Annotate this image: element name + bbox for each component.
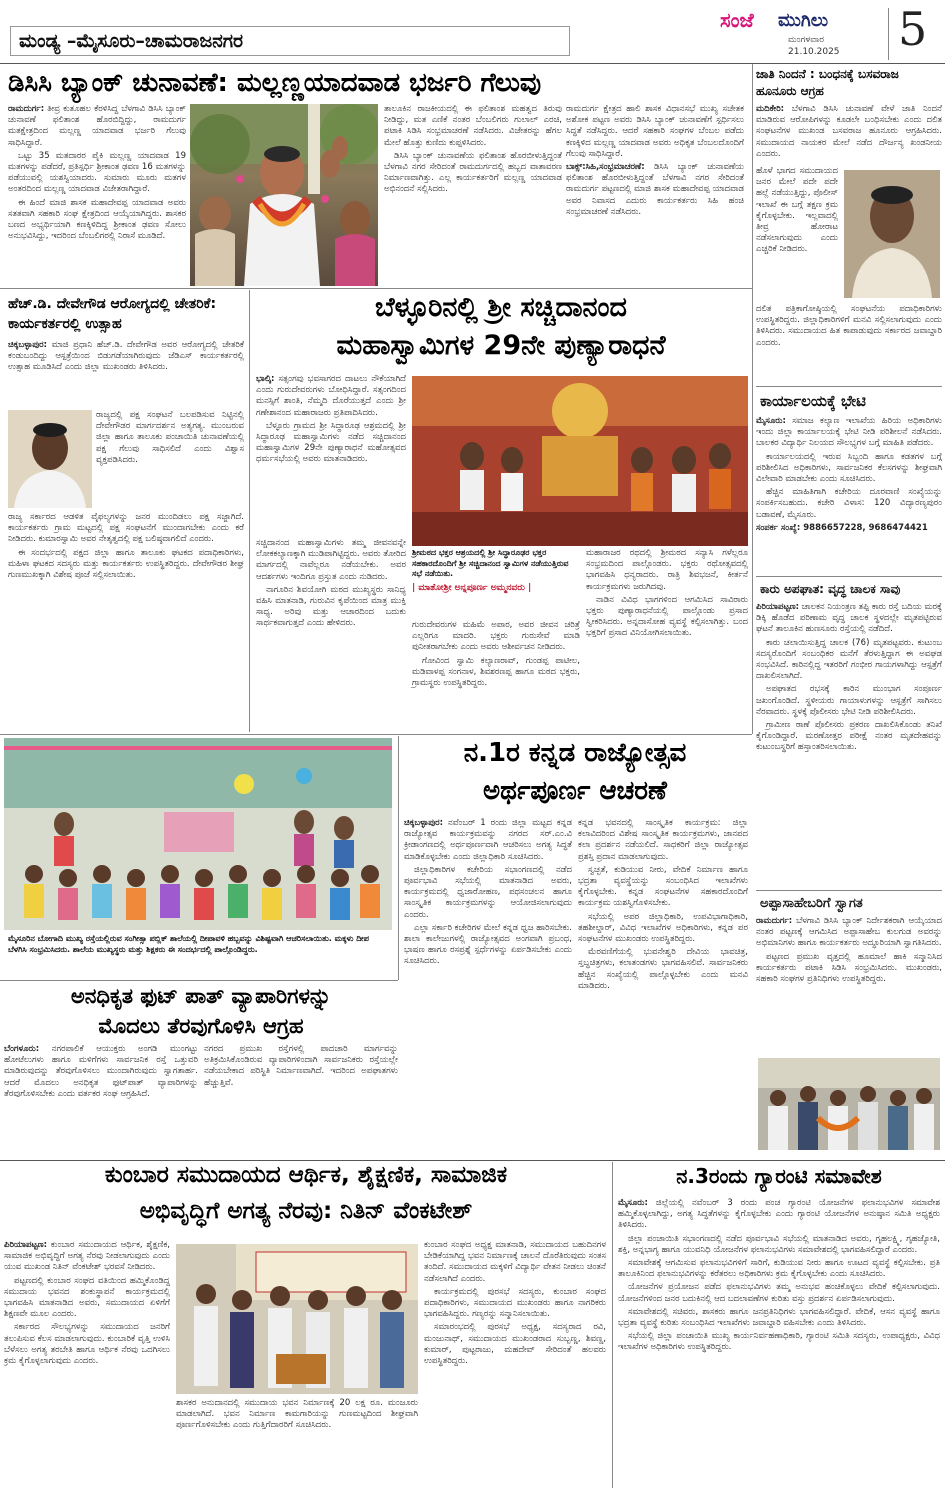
story-devegowda-p4: ಈ ಸಂದರ್ಭದಲ್ಲಿ ಪಕ್ಷದ ಜಿಲ್ಲಾ ಹಾಗೂ ತಾಲೂಕು ಘಟಕದ ಪದಾಧಿಕಾರಿಗಳು, ಮಹಿಳಾ ಘಟಕದ ಸದಸ್ಯರು ಮತ್ತು ಕಾರ್ಯಕರ್ತರು ಉಪಸ್ಥಿತರಿದ್ದರು. ದೇವೇಗೌಡರ ಶೀಘ್ರ ಗುಣಮುಖಕ್ಕಾಗಿ ವಿಶೇಷ ಪೂಜೆ ಸಲ್ಲಿಸಲಾಯಿತು. (8, 547, 244, 581)
story-dcc-col2 (384, 104, 562, 196)
dateline: ರಾಮದುರ್ಗ: (8, 104, 45, 114)
rule-below-dcc (0, 288, 752, 289)
story-kumbara-headline2: ಅಭಿವೃದ್ಧಿಗೆ ಅಗತ್ಯ ನೆರವು: ನಿತಿನ್ ವೆಂಕಟೇಶ್ (139, 1198, 473, 1224)
story-kumbara-p4: ಶಾಸಕರ ಅನುದಾನದಲ್ಲಿ ಸಮುದಾಯ ಭವನ ನಿರ್ಮಾಣಕ್ಕೆ 20 ಲಕ್ಷ ರೂ. ಮಂಜೂರು ಮಾಡಲಾಗಿದೆ. ಭವನ ನಿರ್ಮಾಣ ಕಾಮಗಾರಿಯನ್ನು ಗುಣಮಟ್ಟದಿಂದ ಶೀಘ್ರವಾಗಿ ಪೂರ್ಣಗೊಳಿಸಬೇಕು ಎಂದು ಗುತ್ತಿಗೆದಾರರಿಗೆ ಸೂಚಿಸಿದರು. (176, 1398, 418, 1431)
story-guarantee-convention (616, 1162, 942, 1488)
dateline: ಪಿರಿಯಾಪಟ್ಟಣ: (4, 1240, 48, 1250)
story-caste-p1: ಬೆಳಗಾವಿ ಡಿಸಿಸಿ ಚುನಾವಣೆ ವೇಳೆ ಜಾತಿ ನಿಂದನೆ ಮಾಡಿರುವ ಆರೋಪಿಗಳನ್ನು ಕೂಡಲೇ ಬಂಧಿಸಬೇಕು ಎಂದು ದಲಿತ ಸಂಘಟನೆಗಳ ಮುಖಂಡ ಬಸವರಾಜ ಹೂನೂರು ಆಗ್ರಹಿಸಿದರು. ಸಮುದಾಯದ ನಾಯಕರ ಮೇಲೆ ನಡೆದ ದೌರ್ಜನ್ಯ ಖಂಡನೀಯ ಎಂದರು. (756, 104, 942, 159)
story-kumbara-p1: ಕುಂಬಾರ ಸಮುದಾಯದ ಆರ್ಥಿಕ, ಶೈಕ್ಷಣಿಕ, ಸಾಮಾಜಿಕ ಅಭಿವೃದ್ಧಿಗೆ ಅಗತ್ಯ ನೆರವು ನೀಡಲಾಗುವುದು ಎಂದು ಯುವ ಮುಖಂಡ ನಿತಿನ್ ವೆಂಕಟೇಶ್ ಭರವಸೆ ನೀಡಿದರು. (4, 1240, 171, 1273)
story-footpath-p1: ನಗರಪಾಲಿಕೆ ಆಯುಕ್ತರು ಅಂಗಡಿ ಮುಂಗಟ್ಟು ಹೋಟೆಲುಗಳು ಹಾಗೂ ಮಳಿಗೆಗಳು ಸಾರ್ವಜನಿಕ ರಸ್ತೆ ಒತ್ತುವರಿ ಮಾಡಿರುವುದನ್ನು ತೆರವುಗೊಳಿಸಲು ಮುಂದಾಗಿರುವುದು ಸ್ವಾಗತಾರ್ಹ. ಆದರೆ ಮೊದಲು ಅನಧಿಕೃತ ಫುಟ್‌ಪಾತ್ ವ್ಯಾಪಾರಿಗಳನ್ನು ತೆರವುಗೊಳಿಸಬೇಕು ಎಂದು ವರ್ತಕರ ಸಂಘ ಆಗ್ರಹಿಸಿದೆ. (4, 1044, 198, 1099)
rule-top (756, 576, 942, 577)
story-punyaradhane-col4 (586, 548, 748, 640)
story-caste-text1 (756, 104, 942, 160)
brand-name-part2: ಮುಗಿಲು (778, 10, 829, 31)
story-footpath-vendors (4, 982, 398, 1152)
story-caste-text3 (756, 304, 942, 349)
rule-above-footpath (0, 980, 398, 981)
story-devegowda (0, 290, 246, 730)
story-punyaradhane-col1 (256, 374, 406, 466)
story-punyaradhane-p5: ಗುರುದೇವರುಗಳ ಮಹಿಮೆ ಅಪಾರ, ಅವರ ಜೀವನ ಚರಿತ್ರೆ ಎಲ್ಲರಿಗೂ ಮಾದರಿ. ಭಕ್ತರು ಗುರುಸೇವೆ ಮಾಡಿ ಪುನೀತರಾಗಬೇಕು ಎಂದು ಅವರು ಆಶೀರ್ವಚನ ನೀಡಿದರು. (412, 620, 580, 653)
story-appasaheb-title: ಅಪ್ಪಾಸಾಹೇಬರಿಗೆ ಸ್ವಾಗತ (760, 896, 863, 911)
story-caste-text2 (756, 166, 838, 256)
story-footpath-headline2: ಮೊದಲು ತೆರವುಗೊಳಿಸಿ ಆಗ್ರಹ (98, 1014, 304, 1038)
dateline: ರಾಮದುರ್ಗ: (756, 916, 793, 926)
story-dcc-p4: ತಾಲೂಕಿನ ರಾಜಕೀಯದಲ್ಲಿ ಈ ಫಲಿತಾಂಶ ಮಹತ್ವದ ತಿರುವು ನೀಡಿದ್ದು, ಮತ ಎಣಿಕೆ ನಂತರ ಬೆಂಬಲಿಗರು ಗುಲಾಲ್ ಎರಚಿ, ಪಟಾಕಿ ಸಿಡಿಸಿ ಸಂಭ್ರಮಾಚರಣೆ ನಡೆಸಿದರು. ವಿಜೇತರನ್ನು ಹೆಗಲ ಮೇಲೆ ಹೊತ್ತು ಕುಣಿದು ಕುಪ್ಪಳಿಸಿದರು. (384, 104, 562, 148)
story-kumbara-p2: ಪಟ್ಟಣದಲ್ಲಿ ಕುಂಬಾರ ಸಂಘದ ವತಿಯಿಂದ ಹಮ್ಮಿಕೊಂಡಿದ್ದ ಸಮುದಾಯ ಭವನದ ಶಂಕುಸ್ಥಾಪನೆ ಕಾರ್ಯಕ್ರಮದಲ್ಲಿ ಭಾಗವಹಿಸಿ ಮಾತನಾಡಿದ ಅವರು, ಸಮುದಾಯದ ಏಳಿಗೆಗೆ ಶಿಕ್ಷಣವೇ ಮೂಲ ಎಂದರು. (4, 1275, 170, 1320)
rule-above-kumbara (0, 1160, 945, 1161)
story-guarantee-text (618, 1198, 940, 1354)
story-punyaradhane-headline2: ಮಹಾಸ್ವಾಮಿಗಳ 29ನೇ ಪುಣ್ಯಾರಾಧನೆ (336, 330, 666, 361)
story-office-text (756, 416, 942, 534)
story-kumbara-community (4, 1162, 608, 1488)
story-caste-p2: ಹೊಳೆ ಭಾಗದ ಸಮುದಾಯದ ಜನರ ಮೇಲೆ ಪದೇ ಪದೇ ಹಲ್ಲೆ ನಡೆಯುತ್ತಿದ್ದು, ಪೊಲೀಸ್ ಇಲಾಖೆ ಈ ಬಗ್ಗೆ ತಕ್ಷಣ ಕ್ರಮ ಕೈಗೊಳ್ಳಬೇಕು. ಇಲ್ಲವಾದಲ್ಲಿ ತೀವ್ರ ಹೋರಾಟ ನಡೆಸಲಾಗುವುದು ಎಂದು ಎಚ್ಚರಿಕೆ ನೀಡಿದರು. (756, 166, 838, 255)
story-office-p1: ಸಮಾಜ ಕಲ್ಯಾಣ ಇಲಾಖೆಯ ಹಿರಿಯ ಅಧಿಕಾರಿಗಳು ಇಂದು ಜಿಲ್ಲಾ ಕಾರ್ಯಾಲಯಕ್ಕೆ ಭೇಟಿ ನೀಡಿ ಪರಿಶೀಲನೆ ನಡೆಸಿದರು. ಬಾಲಕರ ವಿದ್ಯಾರ್ಥಿ ನಿಲಯದ ಸೌಲಭ್ಯಗಳ ಬಗ್ಗೆ ಮಾಹಿತಿ ಪಡೆದರು. (756, 416, 942, 449)
story-devegowda-p3: ರಾಜ್ಯ ಸರ್ಕಾರದ ಆಡಳಿತ ವೈಫಲ್ಯಗಳನ್ನು ಜನರ ಮುಂದಿಡಲು ಪಕ್ಷ ಸಜ್ಜಾಗಿದೆ. ಕಾರ್ಯಕರ್ತರು ಗ್ರಾಮ ಮಟ್ಟದಲ್ಲಿ ಪಕ್ಷ ಸಂಘಟನೆಗೆ ಮುಂದಾಗಬೇಕು ಎಂದು ಕರೆ ನೀಡಿದರು. ಕುಮಾರಸ್ವಾಮಿ ಅವರ ನೇತೃತ್ವದಲ್ಲಿ ಪಕ್ಷ ಬಲಿಷ್ಠವಾಗಲಿದೆ ಎಂದರು. (8, 512, 244, 545)
story-dcc-subhead: ಬಾಕ್ಸ್:ಸಿಹಿ,ಸಂಭ್ರಮಾಚರಣೆ: (566, 162, 645, 173)
story-rajyotsava-p2: ಜಿಲ್ಲಾಧಿಕಾರಿಗಳ ಕಚೇರಿಯ ಸಭಾಂಗಣದಲ್ಲಿ ನಡೆದ ಪೂರ್ವಭಾವಿ ಸಭೆಯಲ್ಲಿ ಮಾತನಾಡಿದ ಅವರು, ಕಾರ್ಯಕ್ರಮದಲ್ಲಿ ಧ್ವಜಾರೋಹಣ, ಪಥಸಂಚಲನ ಹಾಗೂ ಸಾಂಸ್ಕೃತಿಕ ಕಾರ್ಯಕ್ರಮಗಳನ್ನು ಆಯೋಜಿಸಲಾಗುವುದು ಎಂದರು. (404, 864, 572, 920)
story-rajyotsava-p7: ಮೆರವಣಿಗೆಯಲ್ಲಿ ಭುವನೇಶ್ವರಿ ದೇವಿಯ ಭಾವಚಿತ್ರ, ಸ್ತಬ್ಧಚಿತ್ರಗಳು, ಕಲಾತಂಡಗಳು ಭಾಗವಹಿಸಲಿವೆ. ಸಾರ್ವಜನಿಕರು ಹೆಚ್ಚಿನ ಸಂಖ್ಯೆಯಲ್ಲಿ ಪಾಲ್ಗೊಳ್ಳಬೇಕು ಎಂದು ಮನವಿ ಮಾಡಿದರು. (578, 947, 748, 991)
story-caste-title: ಜಾತಿ ನಿಂದನೆ : ಬಂಧನಕ್ಕೆ ಬಸವರಾಜ ಹೂನೂರು ಆಗ್ರಹ (756, 67, 899, 98)
rule-before-guarantee (612, 1162, 613, 1488)
story-accident-p3: ಅಪಘಾತದ ರಭಸಕ್ಕೆ ಕಾರಿನ ಮುಂಭಾಗ ಸಂಪೂರ್ಣ ಜಖಂಗೊಂಡಿದೆ. ಸ್ಥಳೀಯರು ಗಾಯಾಳುಗಳನ್ನು ಆಸ್ಪತ್ರೆಗೆ ಸಾಗಿಸಲು ನೆರವಾದರು. ಸ್ಥಳಕ್ಕೆ ಪೊಲೀಸರು ಭೇಟಿ ನೀಡಿ ಪರಿಶೀಲಿಸಿದರು. (756, 684, 942, 717)
story-footpath-col2 (204, 1044, 398, 1089)
story-kumbara-p7: ಸಮಾರಂಭದಲ್ಲಿ ಪುರಸಭೆ ಅಧ್ಯಕ್ಷ, ಸದಸ್ಯರಾದ ರವಿ, ಮಂಜುನಾಥ್, ಸಮುದಾಯದ ಮುಖಂಡರಾದ ಸುಬ್ಬಣ್ಣ, ಶಿವಣ್ಣ, ಕುಮಾರ್, ಪುಟ್ಟರಾಜು, ಮಹದೇವ್ ಸೇರಿದಂತೆ ಹಲವರು ಉಪಸ್ಥಿತರಿದ್ದರು. (424, 1322, 606, 1367)
story-rajyotsava-headline2: ಅರ್ಥಪೂರ್ಣ ಆಚರಣೆ (483, 776, 667, 806)
school-children-photo (4, 738, 392, 930)
dcc-celebration-photo (190, 104, 378, 286)
story-punyaradhane-p3: ಸಚ್ಚಿದಾನಂದ ಮಹಾಸ್ವಾಮಿಗಳು ತಮ್ಮ ಜೀವನವನ್ನೇ ಲೋಕಕಲ್ಯಾಣಕ್ಕಾಗಿ ಮುಡಿಪಾಗಿಟ್ಟಿದ್ದರು. ಅವರು ತೋರಿದ ಮಾರ್ಗದಲ್ಲಿ ನಾವೆಲ್ಲರೂ ನಡೆಯಬೇಕು. ಅವರ ಆದರ್ಶಗಳು ಇಂದಿಗೂ ಪ್ರಸ್ತುತ ಎಂದು ನುಡಿದರು. (256, 538, 406, 582)
story-dcc-col3 (566, 104, 744, 218)
page-number: 5 (898, 2, 928, 56)
story-rajyotsava-p5: ಸ್ವಚ್ಛತೆ, ಕುಡಿಯುವ ನೀರು, ವೇದಿಕೆ ನಿರ್ಮಾಣ ಹಾಗೂ ಭದ್ರತಾ ವ್ಯವಸ್ಥೆಯನ್ನು ಸಂಬಂಧಿಸಿದ ಇಲಾಖೆಗಳು ಕೈಗೊಳ್ಳಬೇಕು. ಕನ್ನಡ ಸಂಘಟನೆಗಳ ಸಹಕಾರದೊಂದಿಗೆ ಕಾರ್ಯಕ್ರಮ ಯಶಸ್ವಿಗೊಳಿಸಬೇಕು. (578, 864, 748, 909)
story-guarantee-title: ನ.3ರಂದು ಗ್ಯಾರಂಟಿ ಸಮಾವೇಶ (676, 1164, 882, 1188)
story-punyaradhane-col3 (412, 620, 580, 689)
story-punyaradhane-p6: ಗೋವಿಂದ ಸ್ವಾಮಿ ಕಲ್ಯಾಣರಾವ್, ಗುಂಡಪ್ಪ ಪಾಟೀಲ, ಮಡಿವಾಳಪ್ಪ ಸಂಗನಾಳ, ಶಿವಶರಣಪ್ಪ ಹಾಗೂ ಮಠದ ಭಕ್ತರು, ಗ್ರಾಮಸ್ಥರು ಉಪಸ್ಥಿತರಿದ್ದರು. (412, 655, 580, 689)
story-punyaradhane (252, 290, 750, 730)
story-footpath-headline1: ಅನಧಿಕೃತ ಫುಟ್ ಪಾತ್ ವ್ಯಾಪಾರಿಗಳನ್ನು (70, 984, 332, 1008)
story-guarantee-p4: ಯೋಜನೆಗಳ ಪ್ರಯೋಜನ ಪಡೆದ ಫಲಾನುಭವಿಗಳು ತಮ್ಮ ಅನುಭವ ಹಂಚಿಕೊಳ್ಳಲು ವೇದಿಕೆ ಕಲ್ಪಿಸಲಾಗುವುದು. ಯೋಜನೆಗಳಿಂದ ಜನರ ಬದುಕಿನಲ್ಲಿ ಆದ ಬದಲಾವಣೆಗಳ ಕುರಿತು ವಸ್ತು ಪ್ರದರ್ಶನ ಏರ್ಪಡಿಸಲಾಗುವುದು. (618, 1282, 940, 1304)
story-office-p2: ಕಾರ್ಯಾಲಯದಲ್ಲಿ ಇರುವ ಸಿಬ್ಬಂದಿ ಹಾಗೂ ಕಡತಗಳ ಬಗ್ಗೆ ಪರಿಶೀಲಿಸಿದ ಅಧಿಕಾರಿಗಳು, ಸಾರ್ವಜನಿಕರ ಕೆಲಸಗಳನ್ನು ಶೀಘ್ರವಾಗಿ ವಿಲೇವಾರಿ ಮಾಡಬೇಕು ಎಂದು ಸೂಚಿಸಿದರು. (756, 451, 942, 485)
story-kumbara-col1 (4, 1240, 170, 1367)
dateline: ಮದಿಕೇರಿ: (756, 104, 785, 114)
story-devegowda-text1 (8, 340, 244, 374)
brand-name-part1: ಸಂಜೆ (720, 8, 754, 32)
event-graphic (176, 1244, 418, 1394)
dateline: ಬೆಂಗಳೂರು: (4, 1044, 40, 1054)
story-school-deepavali (4, 738, 394, 974)
jds-leader-portrait (8, 410, 92, 508)
story-dcc-p1: ತೀವ್ರ ಕುತೂಹಲ ಕೆರಳಿಸಿದ್ದ ಬೆಳಗಾವಿ ಡಿಸಿಸಿ ಬ್ಯಾಂಕ್ ಚುನಾವಣೆ ಫಲಿತಾಂಶ ಹೊರಬಿದ್ದಿದ್ದು, ರಾಮದುರ್ಗ ಮತಕ್ಷೇತ್ರದಿಂದ ಮಲ್ಲಣ್ಣ ಯಾದವಾಡ ಭರ್ಜರಿ ಗೆಲುವು ಸಾಧಿಸಿದ್ದಾರೆ. (8, 104, 186, 148)
section-label: ಮಂಡ್ಯ –ಮೈಸೂರು–ಚಾಮರಾಜನಗರ (19, 30, 244, 52)
story-punyaradhane-col2 (256, 538, 406, 630)
story-rajyotsava-col2 (578, 818, 748, 992)
story-punyaradhane-headline1: ಬೆಳ್ಳೂರಿನಲ್ಲಿ ಶ್ರೀ ಸಚ್ಚಿದಾನಂದ (375, 292, 627, 323)
story-devegowda-title: ಹೆಚ್.ಡಿ. ದೇವೇಗೌಡ ಆರೋಗ್ಯದಲ್ಲಿ ಚೇತರಿಕೆ: ಕಾರ್ಯಕರ್ತರಲ್ಲಿ ಉತ್ಸಾಹ (8, 296, 217, 332)
right-column-divider (752, 64, 753, 734)
crowd-graphic (190, 104, 378, 286)
story-appasaheb-p2: ಪಟ್ಟಣದ ಪ್ರಮುಖ ವೃತ್ತದಲ್ಲಿ ಹೂಮಾಲೆ ಹಾಕಿ ಸನ್ಮಾನಿಸಿದ ಕಾರ್ಯಕರ್ತರು ಪಟಾಕಿ ಸಿಡಿಸಿ ಸಂಭ್ರಮಿಸಿದರು. ಮುಖಂಡರು, ಸಹಕಾರಿ ಸಂಘಗಳ ಪ್ರತಿನಿಧಿಗಳು ಉಪಸ್ಥಿತರಿದ್ದರು. (756, 951, 942, 985)
rule-top (756, 386, 942, 387)
portrait-graphic (844, 170, 940, 298)
story-devegowda-p2: ರಾಜ್ಯದಲ್ಲಿ ಪಕ್ಷ ಸಂಘಟನೆ ಬಲಪಡಿಸುವ ನಿಟ್ಟಿನಲ್ಲಿ ದೇವೇಗೌಡರ ಮಾರ್ಗದರ್ಶನ ಅತ್ಯಗತ್ಯ. ಮುಂಬರುವ ಜಿಲ್ಲಾ ಹಾಗೂ ತಾಲೂಕು ಪಂಚಾಯಿತಿ ಚುನಾವಣೆಯಲ್ಲಿ ಪಕ್ಷ ಗೆಲುವು ಸಾಧಿಸಲಿದೆ ಎಂದು ವಿಶ್ವಾಸ ವ್ಯಕ್ತಪಡಿಸಿದರು. (96, 410, 244, 465)
dateline: ಚಿಕ್ಕಬಳ್ಳಾಪುರ: (404, 818, 444, 828)
story-accident-title: ಕಾರು ಅಪಘಾತ: ವೃದ್ಧ ಚಾಲಕ ಸಾವು (760, 582, 901, 596)
story-rajyotsava-col1 (404, 818, 572, 968)
story-caste-abuse (756, 66, 942, 386)
masthead (0, 0, 945, 64)
story-dcc-p2: ಒಟ್ಟು 35 ಮತದಾರರ ಪೈಕಿ ಮಲ್ಲಣ್ಣ ಯಾದವಾಡ 19 ಮತಗಳನ್ನು ಪಡೆದರೆ, ಪ್ರತಿಸ್ಪರ್ಧಿ ಶ್ರೀಕಾಂತ ಢವಣ 16 ಮತಗಳನ್ನು ಪಡೆಯುವಲ್ಲಿ ಯಶಸ್ವಿಯಾದರು. ಸುಮಾರು ಮೂರು ಮತಗಳ ಅಂತರದಿಂದ ಮಲ್ಲಣ್ಣ ಯಾದವಾಡ ವಿಜೇತರಾಗಿದ್ದಾರೆ. (8, 150, 186, 195)
story-dcc-p3: ಈ ಹಿಂದೆ ಮಾಜಿ ಶಾಸಕ ಮಹಾದೇವಪ್ಪ ಯಾದವಾಡ ಅವರು ಸತತವಾಗಿ ಸಹಕಾರಿ ಸಂಘ ಕ್ಷೇತ್ರದಿಂದ ಆಯ್ಕೆಯಾಗಿದ್ದರು. ಶಾಸಕರ ಬಣದ ಅಭ್ಯರ್ಥಿಯಾಗಿ ಕಣಕ್ಕಿಳಿದಿದ್ದ ಶ್ರೀಕಾಂತ ಢವಣ ಸೋಲು ಅನುಭವಿಸಿದ್ದು, ಇದರಿಂದ ಬೆಂಬಲಿಗರಲ್ಲಿ ನಿರಾಸೆ ಮೂಡಿದೆ. (8, 197, 186, 242)
masthead-divider (888, 8, 889, 60)
story-dcc-p5: ಡಿಸಿಸಿ ಬ್ಯಾಂಕ್ ಚುನಾವಣೆಯ ಫಲಿತಾಂಶ ಹೊರಬೀಳುತ್ತಿದ್ದಂತೆ ಬೆಳಗಾವಿ ನಗರ ಸೇರಿದಂತೆ ರಾಮದುರ್ಗದಲ್ಲಿ ಹಬ್ಬದ ವಾತಾವರಣ ನಿರ್ಮಾಣವಾಗಿತ್ತು. ಎಲ್ಲ ಕಾರ್ಯಕರ್ತರಿಗೆ ಮಲ್ಲಣ್ಣ ಯಾದವಾಡ ಅಭಿನಂದನೆ ಸಲ್ಲಿಸಿದರು. (384, 150, 562, 195)
story-kumbara-headline1: ಕುಂಬಾರ ಸಮುದಾಯದ ಆರ್ಥಿಕ, ಶೈಕ್ಷಣಿಕ, ಸಾಮಾಜಿಕ (104, 1162, 508, 1188)
story-punyaradhane-p2: ಬೆಳ್ಳೂರು ಗ್ರಾಮದ ಶ್ರೀ ಸಿದ್ಧಾರೂಢ ಆಶ್ರಮದಲ್ಲಿ ಶ್ರೀ ಸಿದ್ಧಾರೂಢ ಮಹಾಸ್ವಾಮಿಗಳು ನಡೆದ ಸಚ್ಚಿದಾನಂದ ಮಹಾಸ್ವಾಮಿಗಳ 29ನೇ ಪುಣ್ಯಾರಾಧನೆ ಮಹೋತ್ಸವದ ಧರ್ಮಸಭೆಯಲ್ಲಿ ಅವರು ಮಾತನಾಡಿದರು. (256, 420, 406, 465)
story-accident-text (756, 602, 942, 754)
story-guarantee-p2: ಜಿಲ್ಲಾ ಪಂಚಾಯಿತಿ ಸಭಾಂಗಣದಲ್ಲಿ ನಡೆದ ಪೂರ್ವಭಾವಿ ಸಭೆಯಲ್ಲಿ ಮಾತನಾಡಿದ ಅವರು, ಗೃಹಲಕ್ಷ್ಮಿ, ಗೃಹಜ್ಯೋತಿ, ಶಕ್ತಿ, ಅನ್ನಭಾಗ್ಯ ಹಾಗೂ ಯುವನಿಧಿ ಯೋಜನೆಗಳ ಫಲಾನುಭವಿಗಳು ಸಮಾವೇಶದಲ್ಲಿ ಭಾಗವಹಿಸಲಿದ್ದಾರೆ ಎಂದರು. (618, 1233, 940, 1255)
story-guarantee-p1: ಜಿಲ್ಲೆಯಲ್ಲಿ ನವೆಂಬರ್ 3 ರಂದು ಪಂಚ ಗ್ಯಾರಂಟಿ ಯೋಜನೆಗಳ ಫಲಾನುಭವಿಗಳ ಸಮಾವೇಶ ಹಮ್ಮಿಕೊಳ್ಳಲಾಗಿದ್ದು, ಅಗತ್ಯ ಸಿದ್ಧತೆಗಳನ್ನು ಕೈಗೊಳ್ಳಬೇಕು ಎಂದು ಗ್ಯಾರಂಟಿ ಯೋಜನೆಗಳ ಅನುಷ್ಠಾನ ಸಮಿತಿ ಅಧ್ಯಕ್ಷರು ತಿಳಿಸಿದರು. (618, 1198, 941, 1231)
rule-after-school (398, 736, 399, 980)
brand-logo-icon (720, 8, 754, 32)
issue-day: ಮಂಗಳವಾರ (788, 35, 825, 45)
story-kumbara-p5: ಕುಂಬಾರ ಸಂಘದ ಅಧ್ಯಕ್ಷ ಮಾತನಾಡಿ, ಸಮುದಾಯದ ಬಹುದಿನಗಳ ಬೇಡಿಕೆಯಾಗಿದ್ದ ಭವನ ನಿರ್ಮಾಣಕ್ಕೆ ಚಾಲನೆ ದೊರೆತಿರುವುದು ಸಂತಸ ತಂದಿದೆ. ಸಮುದಾಯದ ಮಕ್ಕಳಿಗೆ ವಿದ್ಯಾರ್ಥಿ ವೇತನ ನೀಡಲು ಚಿಂತನೆ ನಡೆಸಲಾಗಿದೆ ಎಂದರು. (424, 1240, 606, 1284)
welcome-graphic (758, 1058, 940, 1150)
story-footpath-col1 (4, 1044, 198, 1100)
story-office-title: ಕಾರ್ಯಾಲಯಕ್ಕೆ ಭೇಟಿ (760, 392, 866, 410)
story-appasaheb-text (756, 916, 942, 985)
children-graphic (4, 738, 392, 930)
story-rajyotsava-headline1: ನ.1ರ ಕನ್ನಡ ರಾಜ್ಯೋತ್ಸವ (463, 738, 687, 768)
banner-annapoorna: | ಮಾತೋಶ್ರೀ ಅನ್ನಪೂರ್ಣ ಅಮ್ಮನವರು | (412, 582, 532, 593)
dateline: ಭಾಲ್ಕಿ: (256, 374, 275, 384)
story-rajyotsava-p6: ಸಭೆಯಲ್ಲಿ ಅಪರ ಜಿಲ್ಲಾಧಿಕಾರಿ, ಉಪವಿಭಾಗಾಧಿಕಾರಿ, ತಹಶೀಲ್ದಾರ್, ವಿವಿಧ ಇಲಾಖೆಗಳ ಅಧಿಕಾರಿಗಳು, ಕನ್ನಡ ಪರ ಸಂಘಟನೆಗಳ ಮುಖಂಡರು ಉಪಸ್ಥಿತರಿದ್ದರು. (578, 911, 748, 945)
section-label-box (10, 26, 570, 56)
story-caste-p3: ದಲಿತ ಪತ್ರಿಕಾಗೋಷ್ಠಿಯಲ್ಲಿ ಸಂಘಟನೆಯ ಪದಾಧಿಕಾರಿಗಳು ಉಪಸ್ಥಿತರಿದ್ದರು. ಜಿಲ್ಲಾಧಿಕಾರಿಗಳಿಗೆ ಮನವಿ ಸಲ್ಲಿಸಲಾಗುವುದು ಎಂದು ತಿಳಿಸಿದರು. ಸಮುದಾಯದ ಹಿತ ಕಾಪಾಡುವುದು ಸರ್ಕಾರದ ಜವಾಬ್ದಾರಿ ಎಂದರು. (756, 304, 942, 348)
rule-top (756, 890, 942, 891)
story-dcc-p6: ರಾಮದುರ್ಗ ಕ್ಷೇತ್ರದ ಹಾಲಿ ಶಾಸಕ ವಿಧಾನಸಭೆ ಮುಖ್ಯ ಸಚೇತಕ ಅಶೋಕ ಪಟ್ಟಣ ಅವರು ಡಿಸಿಸಿ ಬ್ಯಾಂಕ್ ಚುನಾವಣೆಗೆ ಸ್ಪರ್ಧಿಸಲು ಸಿದ್ಧತೆ ನಡೆಸಿದ್ದರು. ಆದರೆ ಸಹಕಾರಿ ಸಂಘಗಳ ಬೆಂಬಲ ಪಡೆದು ಕಣಕ್ಕಿಳಿದ ಮಲ್ಲಣ್ಣ ಯಾದವಾಡ ಅವರು ಅಧಿಕೃತ ಬೆಂಬಲದೊಂದಿಗೆ ಗೆಲುವು ಸಾಧಿಸಿದ್ದಾರೆ. (566, 104, 744, 159)
brand-logo (720, 8, 880, 58)
story-punyaradhane-p4: ನಾಗೂರಿನ ಶಿವಯೋಗಿ ಮಠದ ಮುಖ್ಯಸ್ಥರು ಸಾನಿಧ್ಯ ವಹಿಸಿ ಮಾತನಾಡಿ, ಗುರುವಿನ ಕೃಪೆಯಿಂದ ಮಾತ್ರ ಮುಕ್ತಿ ಸಾಧ್ಯ. ಅರಿವು ಮತ್ತು ಆಚಾರದಿಂದ ಬದುಕು ಸಾರ್ಥಕವಾಗುತ್ತದೆ ಎಂದು ಹೇಳಿದರು. (256, 584, 406, 629)
story-guarantee-p6: ಸಭೆಯಲ್ಲಿ ಜಿಲ್ಲಾ ಪಂಚಾಯಿತಿ ಮುಖ್ಯ ಕಾರ್ಯನಿರ್ವಹಣಾಧಿಕಾರಿ, ಗ್ಯಾರಂಟಿ ಸಮಿತಿ ಸದಸ್ಯರು, ಉಪಾಧ್ಯಕ್ಷರು, ವಿವಿಧ ಇಲಾಖೆಗಳ ಅಧಿಕಾರಿಗಳು ಉಪಸ್ಥಿತರಿದ್ದರು. (618, 1331, 940, 1353)
story-kumbara-p3: ಸರ್ಕಾರದ ಸೌಲಭ್ಯಗಳನ್ನು ಸಮುದಾಯದ ಜನರಿಗೆ ತಲುಪಿಸುವ ಕೆಲಸ ಮಾಡಲಾಗುವುದು. ಕುಂಬಾರಿಕೆ ವೃತ್ತಿ ಉಳಿಸಿ ಬೆಳೆಸಲು ಅಗತ್ಯ ತರಬೇತಿ ಹಾಗೂ ಆರ್ಥಿಕ ನೆರವು ಒದಗಿಸಲು ಕ್ರಮ ಕೈಗೊಳ್ಳಲಾಗುವುದು ಎಂದರು. (4, 1322, 170, 1367)
dateline: ಚಿಕ್ಕಬಳ್ಳಾಪುರ: (8, 340, 48, 350)
story-punyaradhane-p1: ಸತ್ಸಂಗವು ಭವಸಾಗರದ ದಾಟಲು ನೌಕೆಯಾಗಿದೆ ಎಂದು ಗುರುದೇವರುಗಳು ಬೋಧಿಸಿದ್ದಾರೆ. ಸತ್ಸಂಗದಿಂದ ಮನಸ್ಸಿಗೆ ಶಾಂತಿ, ನೆಮ್ಮದಿ ದೊರೆಯುತ್ತದೆ ಎಂದು ಶ್ರೀ ಗಣೇಶಾನಂದ ಮಹಾರಾಜರು ಪ್ರತಿಪಾದಿಸಿದರು. (256, 374, 406, 418)
story-office-visit (756, 386, 942, 576)
dateline: ಮೈಸೂರು: (756, 416, 786, 426)
rule-mid-page (0, 734, 752, 735)
story-rajyotsava (400, 738, 750, 1178)
dateline: ಪಿರಿಯಾಪಟ್ಟಣ: (756, 602, 800, 612)
story-rajyotsava-p4: ಕನ್ನಡ ಭವನದಲ್ಲಿ ಸಾಂಸ್ಕೃತಿಕ ಕಾರ್ಯಕ್ರಮ: ಜಿಲ್ಲಾ ಕಲಾವಿದರಿಂದ ವಿಶೇಷ ಸಾಂಸ್ಕೃತಿಕ ಕಾರ್ಯಕ್ರಮಗಳು, ಜಾನಪದ ಕಲಾ ಪ್ರದರ್ಶನ ನಡೆಯಲಿದೆ. ಸಾಧಕರಿಗೆ ಜಿಲ್ಲಾ ರಾಜ್ಯೋತ್ಸವ ಪ್ರಶಸ್ತಿ ಪ್ರದಾನ ಮಾಡಲಾಗುವುದು. (578, 818, 748, 862)
story-rajyotsava-p1: ನವೆಂಬರ್ 1 ರಂದು ಜಿಲ್ಲಾ ಮಟ್ಟದ ಕನ್ನಡ ರಾಜ್ಯೋತ್ಸವ ಕಾರ್ಯಕ್ರಮವನ್ನು ನಗರದ ಸರ್.ಎಂ.ವಿ ಕ್ರೀಡಾಂಗಣದಲ್ಲಿ ಅರ್ಥಪೂರ್ಣವಾಗಿ ಆಚರಿಸಲು ಅಗತ್ಯ ಸಿದ್ಧತೆ ಮಾಡಿಕೊಳ್ಳಬೇಕು ಎಂದು ಜಿಲ್ಲಾಧಿಕಾರಿ ಸೂಚಿಸಿದರು. (404, 818, 572, 862)
dateline: ಮೈಸೂರು: (618, 1198, 648, 1208)
story-devegowda-text2 (96, 410, 244, 466)
story-dcc-col1 (8, 104, 186, 242)
story-footpath-p2: ನಗರದ ಪ್ರಮುಖ ರಸ್ತೆಗಳಲ್ಲಿ ಪಾದಚಾರಿ ಮಾರ್ಗವನ್ನು ಅತಿಕ್ರಮಿಸಿಕೊಂಡಿರುವ ವ್ಯಾಪಾರಿಗಳಿಂದಾಗಿ ಸಾರ್ವಜನಿಕರು ರಸ್ತೆಯಲ್ಲೇ ನಡೆಯಬೇಕಾದ ಪರಿಸ್ಥಿತಿ ನಿರ್ಮಾಣವಾಗಿದೆ. ಇದರಿಂದ ಅಪಘಾತಗಳು ಹೆಚ್ಚುತ್ತಿವೆ. (204, 1044, 398, 1088)
story-dcc-bank (0, 64, 748, 288)
story-appasaheb (756, 890, 942, 1156)
story-punyaradhane-caption (412, 548, 580, 593)
kumbara-event-photo (176, 1244, 418, 1394)
rule-after-devegowda (249, 290, 250, 732)
story-devegowda-text3 (8, 512, 244, 581)
story-guarantee-p5: ಸಮಾವೇಶದಲ್ಲಿ ಸಚಿವರು, ಶಾಸಕರು ಹಾಗೂ ಜನಪ್ರತಿನಿಧಿಗಳು ಭಾಗವಹಿಸಲಿದ್ದಾರೆ. ವೇದಿಕೆ, ಆಸನ ವ್ಯವಸ್ಥೆ ಹಾಗೂ ಭದ್ರತಾ ವ್ಯವಸ್ಥೆ ಕುರಿತು ಸಂಬಂಧಿಸಿದ ಇಲಾಖೆಗಳು ಜವಾಬ್ದಾರಿ ವಹಿಸಬೇಕು ಎಂದು ತಿಳಿಸಿದರು. (618, 1306, 940, 1329)
story-office-p3: ಹೆಚ್ಚಿನ ಮಾಹಿತಿಗಾಗಿ ಕಚೇರಿಯ ದೂರವಾಣಿ ಸಂಖ್ಯೆಯನ್ನು ಸಂಪರ್ಕಿಸಬಹುದು. ಕಚೇರಿ ವಿಳಾಸ: 120 ವಿದ್ಯಾರಣ್ಯಪುರಂ ಬಡಾವಣೆ, ಮೈಸೂರು. (756, 487, 942, 520)
story-dcc-p7: ಡಿಸಿಸಿ ಬ್ಯಾಂಕ್ ಚುನಾವಣೆಯ ಫಲಿತಾಂಶ ಹೊರಬೀಳುತ್ತಿದ್ದಂತೆ ಬೆಳಗಾವಿ ನಗರ ಸೇರಿದಂತೆ ರಾಮದುರ್ಗ ಪಟ್ಟಣದಲ್ಲಿ ಮಾಜಿ ಶಾಸಕ ಮಹಾದೇವಪ್ಪ ಯಾದವಾಡ ಅವರ ನಿವಾಸದ ಎದುರು ಕಾರ್ಯಕರ್ತರು ಸಿಹಿ ಹಂಚಿ ಸಂಭ್ರಮಾಚರಣೆ ನಡೆಸಿದರು. (566, 162, 745, 217)
story-guarantee-p3: ಸಮಾವೇಶಕ್ಕೆ ಆಗಮಿಸುವ ಫಲಾನುಭವಿಗಳಿಗೆ ಸಾರಿಗೆ, ಕುಡಿಯುವ ನೀರು ಹಾಗೂ ಊಟದ ವ್ಯವಸ್ಥೆ ಕಲ್ಪಿಸಬೇಕು. ಪ್ರತಿ ತಾಲೂಕಿನಿಂದ ಫಲಾನುಭವಿಗಳನ್ನು ಕರೆತರಲು ಅಧಿಕಾರಿಗಳು ಕ್ರಮ ಕೈಗೊಳ್ಳಬೇಕು ಎಂದು ಸೂಚಿಸಿದರು. (618, 1258, 940, 1280)
photo-caption: ಶ್ರೀಮಠದ ಭಕ್ತರ ಆಶ್ರಯದಲ್ಲಿ ಶ್ರೀ ಸಿದ್ಧಾರೂಢರ ಭಕ್ತರ ಸಹಕಾರದೊಂದಿಗೆ ಶ್ರೀ ಸಚ್ಚಿದಾನಂದ ಸ್ವಾಮಿಗಳ ನಡೆಯುತ್ತಿರುವ ಸಭೆ ನಡೆಯಿತು. (412, 548, 569, 578)
story-accident-p4: ಗ್ರಾಮೀಣ ಠಾಣೆ ಪೊಲೀಸರು ಪ್ರಕರಣ ದಾಖಲಿಸಿಕೊಂಡು ತನಿಖೆ ಕೈಗೊಂಡಿದ್ದಾರೆ. ಮರಣೋತ್ತರ ಪರೀಕ್ಷೆ ನಂತರ ಮೃತದೇಹವನ್ನು ಕುಟುಂಬಸ್ಥರಿಗೆ ಹಸ್ತಾಂತರಿಸಲಾಯಿತು. (756, 720, 942, 753)
issue-date: 21.10.2025 (788, 47, 840, 57)
story-accident-p2: ಕಾರು ಚಲಾಯಿಸುತ್ತಿದ್ದ ಚಾಲಕ (76) ಮೃತಪಟ್ಟವರು. ಕುಟುಂಬ ಸದಸ್ಯರೊಂದಿಗೆ ಸಂಬಂಧಿಕರ ಮನೆಗೆ ತೆರಳುತ್ತಿದ್ದಾಗ ಈ ಅವಘಡ ಸಂಭವಿಸಿದೆ. ಕಾರಿನಲ್ಲಿದ್ದ ಇತರರಿಗೆ ಗಂಭೀರ ಗಾಯಗಳಾಗಿದ್ದು ಆಸ್ಪತ್ರೆಗೆ ದಾಖಲಿಸಲಾಗಿದೆ. (756, 637, 942, 682)
story-car-accident (756, 576, 942, 890)
school-photo-caption: ಮೈಸೂರಿನ ಬೋಗಾದಿ ಮುಖ್ಯ ರಸ್ತೆಯಲ್ಲಿರುವ ಸಂಗೀತ್ಸಾ ಪಬ್ಲಿಕ್ ಶಾಲೆಯಲ್ಲಿ ದೀಪಾವಳಿ ಹಬ್ಬವನ್ನು ವಿಶಿಷ್ಟವಾಗಿ ಆಚರಿಸಲಾಯಿತು. ಮಕ್ಕಳು ದೀಪ ಬೆಳಗಿಸಿ ಸಂಭ್ರಮಿಸಿದರು. ಶಾಲೆಯ ಮುಖ್ಯಸ್ಥರು ಮತ್ತು ಶಿಕ್ಷಕರು ಈ ಸಂದರ್ಭದಲ್ಲಿ ಪಾಲ್ಗೊಂಡಿದ್ದರು. (8, 934, 369, 954)
story-devegowda-p1: ಮಾಜಿ ಪ್ರಧಾನಿ ಹೆಚ್.ಡಿ. ದೇವೇಗೌಡ ಅವರ ಆರೋಗ್ಯದಲ್ಲಿ ಚೇತರಿಕೆ ಕಂಡುಬಂದಿದ್ದು ಆಸ್ಪತ್ರೆಯಿಂದ ಬಿಡುಗಡೆಯಾಗಿರುವುದು ಜೆಡಿಎಸ್ ಕಾರ್ಯಕರ್ತರಲ್ಲಿ ಉತ್ಸಾಹ ಮೂಡಿಸಿದೆ ಎಂದು ಜಿಲ್ಲಾ ಮುಖಂಡರು ತಿಳಿಸಿದರು. (8, 340, 244, 373)
story-rajyotsava-p3: ಎಲ್ಲಾ ಸರ್ಕಾರಿ ಕಚೇರಿಗಳ ಮೇಲೆ ಕನ್ನಡ ಧ್ವಜ ಹಾರಿಸಬೇಕು. ಶಾಲಾ ಕಾಲೇಜುಗಳಲ್ಲಿ ರಾಜ್ಯೋತ್ಸವದ ಅಂಗವಾಗಿ ಪ್ರಬಂಧ, ಭಾಷಣ ಹಾಗೂ ರಸಪ್ರಶ್ನೆ ಸ್ಪರ್ಧೆಗಳನ್ನು ಏರ್ಪಡಿಸಬೇಕು ಎಂದು ಸೂಚಿಸಿದರು. (404, 922, 572, 967)
punyaradhane-stage-photo (412, 376, 748, 546)
story-accident-p1: ಚಾಲಕನ ನಿಯಂತ್ರಣ ತಪ್ಪಿ ಕಾರು ರಸ್ತೆ ಬದಿಯ ಮರಕ್ಕೆ ಡಿಕ್ಕಿ ಹೊಡೆದ ಪರಿಣಾಮ ವೃದ್ಧ ಚಾಲಕ ಸ್ಥಳದಲ್ಲೇ ಮೃತಪಟ್ಟಿರುವ ಘಟನೆ ತಾಲೂಕಿನ ಹುಣಸೂರು ರಸ್ತೆಯಲ್ಲಿ ನಡೆದಿದೆ. (756, 602, 943, 635)
leader-portrait-graphic (8, 410, 92, 508)
story-punyaradhane-p8: ನಾಡಿನ ವಿವಿಧ ಭಾಗಗಳಿಂದ ಆಗಮಿಸಿದ ಸಾವಿರಾರು ಭಕ್ತರು ಪುಣ್ಯಾರಾಧನೆಯಲ್ಲಿ ಪಾಲ್ಗೊಂಡು ಪ್ರಸಾದ ಸ್ವೀಕರಿಸಿದರು. ಅನ್ನದಾಸೋಹ ವ್ಯವಸ್ಥೆ ಕಲ್ಪಿಸಲಾಗಿತ್ತು. ಬಂದ ಭಕ್ತರಿಗೆ ಪ್ರಸಾದ ವಿನಿಯೋಗಿಸಲಾಯಿತು. (586, 594, 748, 639)
story-kumbara-p6: ಕಾರ್ಯಕ್ರಮದಲ್ಲಿ ಪುರಸಭೆ ಸದಸ್ಯರು, ಕುಂಬಾರ ಸಂಘದ ಪದಾಧಿಕಾರಿಗಳು, ಸಮುದಾಯದ ಮುಖಂಡರು ಹಾಗೂ ನಾಗರಿಕರು ಭಾಗವಹಿಸಿದ್ದರು. ಗಣ್ಯರನ್ನು ಸನ್ಮಾನಿಸಲಾಯಿತು. (424, 1286, 606, 1320)
stage-graphic (412, 376, 748, 546)
basavaraj-portrait (844, 170, 940, 298)
story-office-phones: ಸಂಪರ್ಕ ಸಂಖ್ಯೆ: 9886657228, 9686474421 (756, 522, 928, 533)
story-dcc-headline: ಡಿಸಿಸಿ ಬ್ಯಾಂಕ್ ಚುನಾವಣೆ: ಮಲ್ಲಣ್ಣಯಾದವಾಡ ಭರ್ಜರಿ ಗೆಲುವು (8, 68, 542, 98)
story-appasaheb-p1: ಬೆಳಗಾವಿ ಡಿಸಿಸಿ ಬ್ಯಾಂಕ್ ನಿರ್ದೇಶಕರಾಗಿ ಆಯ್ಕೆಯಾದ ನಂತರ ಪಟ್ಟಣಕ್ಕೆ ಆಗಮಿಸಿದ ಅಪ್ಪಾಸಾಹೇಬ ಕುಲಗುಡ ಅವರನ್ನು ಅಭಿಮಾನಿಗಳು ಹಾಗೂ ಕಾರ್ಯಕರ್ತರು ಅದ್ಧೂರಿಯಾಗಿ ಸ್ವಾಗತಿಸಿದರು. (756, 916, 942, 949)
story-punyaradhane-p7: ಮಹಾರಾಜರ ರಥದಲ್ಲಿ ಶ್ರೀಮಠದ ಸನ್ಯಾಸಿ ಗಳೆಲ್ಲರೂ ಸಂಭ್ರಮದಿಂದ ಪಾಲ್ಗೊಂಡರು. ಭಕ್ತರು ರಥೋತ್ಸವದಲ್ಲಿ ಭಾಗವಹಿಸಿ ಧನ್ಯರಾದರು. ರಾತ್ರಿ ಶಿವಭಜನೆ, ಕೀರ್ತನೆ ಕಾರ್ಯಕ್ರಮಗಳು ಜರುಗಿದವು. (586, 548, 748, 592)
story-kumbara-col3 (424, 1240, 606, 1367)
story-kumbara-col2 (176, 1398, 418, 1432)
appasaheb-welcome-photo (758, 1058, 940, 1150)
